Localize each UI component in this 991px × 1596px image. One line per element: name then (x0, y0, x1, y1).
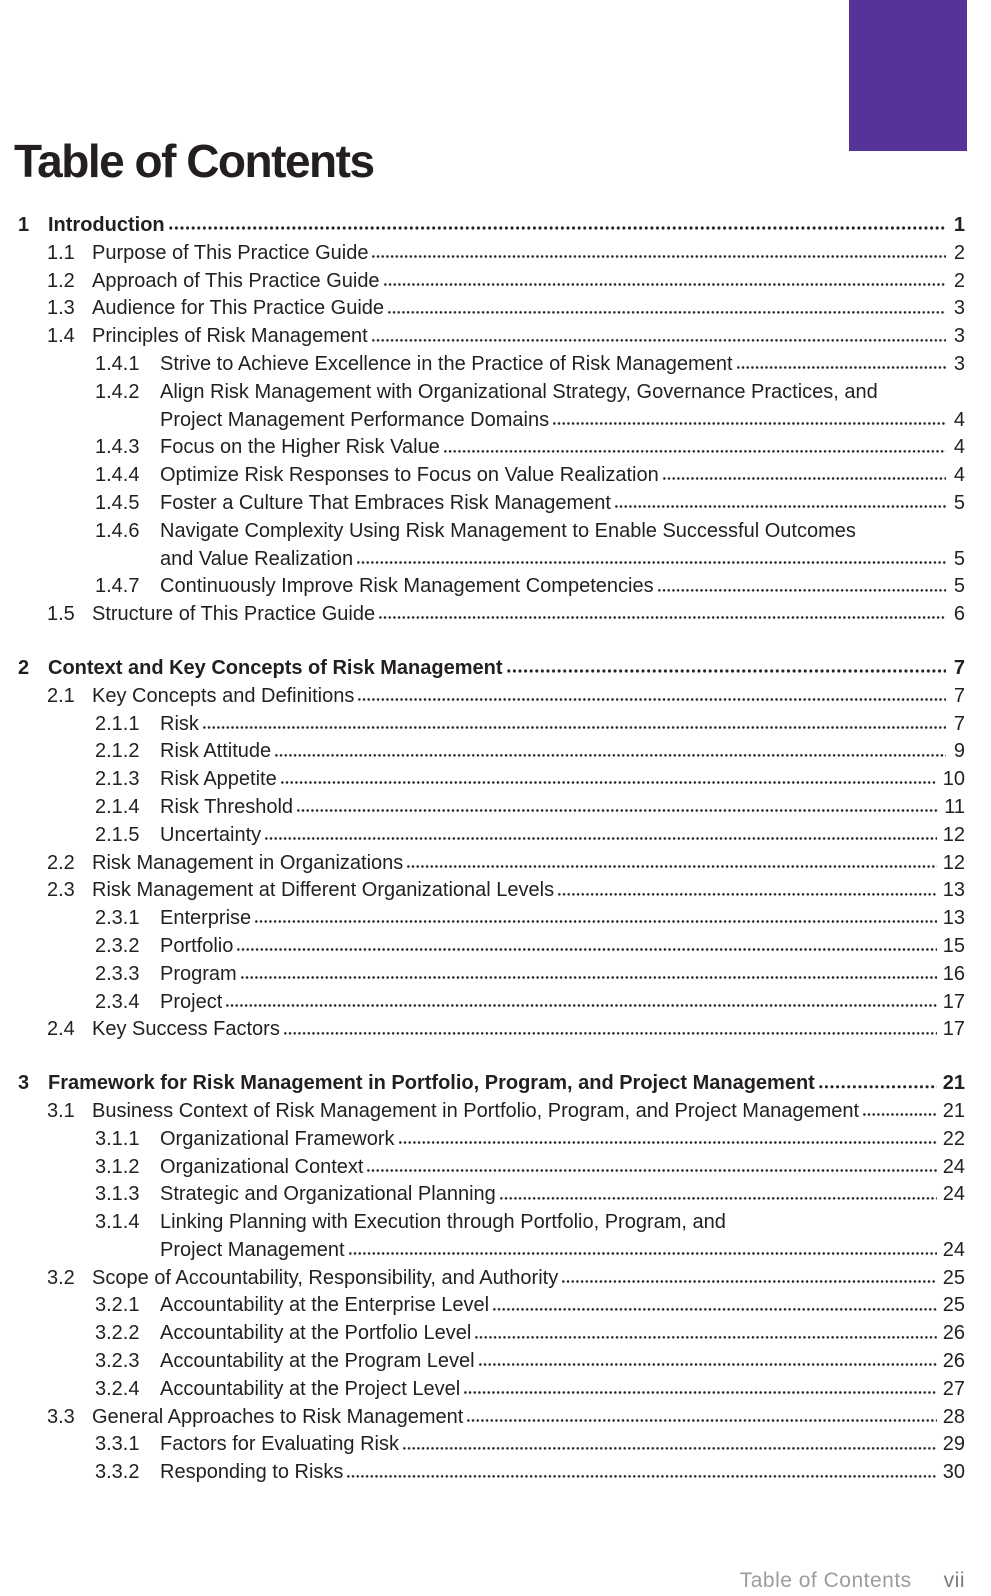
toc-entry (18, 1348, 965, 1376)
entry-title: Accountability at the Project Level (160, 1377, 461, 1400)
entry-title: Enterprise (160, 907, 252, 930)
dot-leader (557, 883, 937, 896)
entry-number: 2.2 (47, 851, 75, 874)
toc-entry (18, 212, 965, 240)
toc-entry (18, 1320, 965, 1348)
entry-page-number: 21 (942, 1099, 965, 1122)
dot-leader (202, 717, 946, 730)
toc-entry (18, 1431, 965, 1459)
dot-leader (240, 967, 937, 980)
toc-entry (18, 295, 965, 323)
dot-leader (346, 1465, 936, 1478)
entry-title: Framework for Risk Management in Portfolio, Program, and Project Management (48, 1072, 815, 1095)
toc-entry (18, 794, 965, 822)
entry-number: 1.4.1 (95, 352, 140, 375)
toc-entry (18, 268, 965, 296)
entry-title: General Approaches to Risk Management (92, 1405, 464, 1428)
toc-entry (18, 989, 965, 1017)
entry-number: 3.2.2 (95, 1322, 140, 1345)
dot-leader (402, 1437, 937, 1450)
entry-number: 2.3.3 (95, 962, 140, 985)
entry-title: Uncertainty (160, 823, 262, 846)
entry-title: Context and Key Concepts of Risk Management (48, 656, 503, 679)
dot-leader (378, 607, 946, 620)
dot-leader (499, 1187, 937, 1200)
entry-page-number: 12 (942, 823, 965, 846)
entry-title: Risk Appetite (160, 768, 277, 791)
entry-title: Principles of Risk Management (92, 325, 368, 348)
entry-title: Accountability at the Enterprise Level (160, 1294, 490, 1317)
entry-number: 1.4 (47, 325, 75, 348)
entry-title-continued: and Value Realization (160, 547, 354, 570)
entry-number: 2.1.3 (95, 768, 140, 791)
toc-entry (18, 379, 965, 407)
dot-leader (552, 413, 946, 426)
entry-title: Risk Management at Different Organizational Levels (92, 879, 555, 902)
entry-number: 1.4.6 (95, 519, 140, 542)
dot-leader (736, 357, 947, 370)
entry-page-number: 17 (942, 1018, 965, 1041)
entry-number: 3.3.2 (95, 1461, 140, 1484)
entry-title: Risk Attitude (160, 740, 272, 763)
dot-leader (478, 1354, 937, 1367)
entry-title: Foster a Culture That Embraces Risk Management (160, 491, 611, 514)
entry-number: 1.4.3 (95, 436, 140, 459)
entry-page-number: 17 (942, 990, 965, 1013)
entry-title-continued: Project Management (160, 1238, 345, 1261)
dot-leader (463, 1382, 937, 1395)
entry-number: 1.4.7 (95, 575, 140, 598)
toc-entry (18, 490, 965, 518)
entry-number: 3.2.3 (95, 1350, 140, 1373)
entry-number: 2.1.4 (95, 795, 140, 818)
entry-title: Factors for Evaluating Risk (160, 1433, 399, 1456)
dot-leader (296, 800, 938, 813)
entry-title: Scope of Accountability, Responsibility, and Authority (92, 1266, 559, 1289)
toc-entry (18, 738, 965, 766)
dot-leader (506, 660, 946, 674)
dot-leader (236, 939, 936, 952)
toc-entry (18, 683, 965, 711)
entry-number: 3.1 (47, 1099, 75, 1122)
entry-title: Structure of This Practice Guide (92, 603, 376, 626)
entry-number: 3.1.2 (95, 1155, 140, 1178)
toc-entry (18, 822, 965, 850)
toc-entry (18, 961, 965, 989)
entry-title: Program (160, 962, 237, 985)
entry-number: 2.4 (47, 1018, 75, 1041)
entry-number: 2.3.2 (95, 934, 140, 957)
entry-page-number: 24 (942, 1238, 965, 1261)
entry-page-number: 3 (953, 297, 965, 320)
dot-leader (366, 1160, 936, 1173)
entry-page-number: 2 (953, 241, 965, 264)
toc-entry-continuation (18, 1237, 965, 1265)
toc-section (18, 1070, 965, 1487)
toc-entry (18, 1292, 965, 1320)
dot-leader (254, 911, 937, 924)
entry-number: 3 (18, 1072, 30, 1095)
entry-page-number: 10 (942, 768, 965, 791)
entry-title: Organizational Context (160, 1155, 364, 1178)
dot-leader (387, 301, 946, 314)
entry-page-number: 4 (953, 436, 965, 459)
entry-number: 1.4.4 (95, 464, 140, 487)
entry-page-number: 15 (942, 934, 965, 957)
entry-number: 2.1.5 (95, 823, 140, 846)
entry-title: Approach of This Practice Guide (92, 269, 380, 292)
entry-title: Key Success Factors (92, 1018, 280, 1041)
toc-entry-continuation (18, 546, 965, 574)
entry-page-number: 4 (953, 408, 965, 431)
toc-entry (18, 766, 965, 794)
entry-title: Risk (160, 712, 199, 735)
entry-page-number: 13 (942, 907, 965, 930)
entry-number: 2.3.1 (95, 907, 140, 930)
entry-title: Business Context of Risk Management in Portfolio, Program, and Project Management (92, 1099, 860, 1122)
entry-page-number: 12 (942, 851, 965, 874)
entry-title: Key Concepts and Definitions (92, 684, 355, 707)
dot-leader (348, 1243, 937, 1256)
entry-title: Linking Planning with Execution through Portfolio, Program, and (160, 1211, 726, 1234)
entry-page-number: 26 (942, 1350, 965, 1373)
entry-number: 3.1.1 (95, 1127, 140, 1150)
dot-leader (561, 1271, 937, 1284)
entry-page-number: 25 (942, 1294, 965, 1317)
entry-number: 2.3.4 (95, 990, 140, 1013)
entry-page-number: 1 (953, 214, 965, 236)
toc-entry (18, 1265, 965, 1293)
toc-entry (18, 351, 965, 379)
entry-page-number: 6 (953, 603, 965, 626)
dot-leader (357, 689, 946, 702)
entry-number: 2.1.1 (95, 712, 140, 735)
dot-leader (383, 274, 946, 287)
dot-leader (356, 552, 946, 565)
entry-title: Accountability at the Portfolio Level (160, 1322, 472, 1345)
entry-page-number: 26 (942, 1322, 965, 1345)
toc-entry (18, 711, 965, 739)
entry-number: 1 (18, 214, 30, 236)
entry-number: 3.2.4 (95, 1377, 140, 1400)
entry-title: Risk Threshold (160, 795, 294, 818)
dot-leader (818, 1075, 937, 1089)
entry-page-number: 21 (942, 1072, 965, 1095)
entry-title: Optimize Risk Responses to Focus on Value Realization (160, 464, 659, 487)
dot-leader (662, 468, 946, 481)
entry-page-number: 24 (942, 1155, 965, 1178)
dot-leader (614, 496, 946, 509)
dot-leader (443, 440, 946, 453)
entry-title: Risk Management in Organizations (92, 851, 404, 874)
dot-leader (492, 1298, 937, 1311)
dot-leader (371, 329, 946, 342)
entry-number: 3.3 (47, 1405, 75, 1428)
entry-number: 2.1 (47, 684, 75, 707)
entry-number: 3.2 (47, 1266, 75, 1289)
toc-entry (18, 1376, 965, 1404)
toc-entry (18, 1098, 965, 1126)
entry-title-continued: Project Management Performance Domains (160, 408, 550, 431)
toc-section (18, 212, 965, 629)
dot-leader (398, 1132, 937, 1145)
entry-number: 3.2.1 (95, 1294, 140, 1317)
dot-leader (168, 217, 946, 231)
dot-leader (225, 995, 937, 1008)
entry-number: 2.1.2 (95, 740, 140, 763)
entry-page-number: 2 (953, 269, 965, 292)
footer-page-number: vii (943, 1569, 965, 1592)
entry-number: 1.3 (47, 297, 75, 320)
toc-entry (18, 1154, 965, 1182)
toc-entry (18, 1459, 965, 1487)
toc-entry-continuation (18, 407, 965, 435)
toc-entry (18, 1016, 965, 1044)
entry-page-number: 7 (953, 656, 965, 679)
entry-page-number: 22 (942, 1127, 965, 1150)
dot-leader (274, 744, 946, 757)
entry-number: 3.3.1 (95, 1433, 140, 1456)
toc-entry (18, 850, 965, 878)
dot-leader (657, 579, 946, 592)
footer-section-label: Table of Contents (739, 1569, 912, 1592)
entry-number: 1.2 (47, 269, 75, 292)
entry-title: Accountability at the Program Level (160, 1350, 475, 1373)
dot-leader (862, 1104, 937, 1117)
entry-title: Portfolio (160, 934, 234, 957)
toc-entry (18, 905, 965, 933)
toc-entry (18, 518, 965, 546)
toc-entry (18, 1181, 965, 1209)
entry-page-number: 5 (953, 575, 965, 598)
toc-entry (18, 1404, 965, 1432)
dot-leader (466, 1410, 936, 1423)
entry-title: Align Risk Management with Organizational Strategy, Governance Practices, and (160, 380, 878, 403)
page-footer (740, 1569, 965, 1593)
entry-title: Strive to Achieve Excellence in the Practice of Risk Management (160, 352, 733, 375)
toc-entry (18, 1126, 965, 1154)
toc-entry (18, 1209, 965, 1237)
entry-page-number: 9 (953, 740, 965, 763)
entry-title: Purpose of This Practice Guide (92, 241, 369, 264)
entry-page-number: 11 (944, 795, 965, 818)
toc-entry (18, 573, 965, 601)
entry-title: Introduction (48, 214, 165, 236)
entry-title: Strategic and Organizational Planning (160, 1183, 496, 1206)
toc-section (18, 655, 965, 1044)
toc-entry (18, 240, 965, 268)
entry-page-number: 5 (953, 547, 965, 570)
entry-page-number: 3 (953, 352, 965, 375)
entry-page-number: 25 (942, 1266, 965, 1289)
entry-page-number: 7 (953, 712, 965, 735)
entry-page-number: 27 (942, 1377, 965, 1400)
dot-leader (283, 1022, 937, 1035)
dot-leader (371, 246, 946, 259)
entry-number: 3.1.4 (95, 1211, 140, 1234)
entry-title: Focus on the Higher Risk Value (160, 436, 440, 459)
entry-page-number: 3 (953, 325, 965, 348)
entry-number: 1.4.2 (95, 380, 140, 403)
toc-entry (18, 655, 965, 683)
entry-number: 2 (18, 656, 30, 679)
entry-title: Audience for This Practice Guide (92, 297, 385, 320)
entry-page-number: 24 (942, 1183, 965, 1206)
entry-page-number: 28 (942, 1405, 965, 1428)
entry-title: Responding to Risks (160, 1461, 344, 1484)
entry-page-number: 5 (953, 491, 965, 514)
toc-entry (18, 434, 965, 462)
entry-title: Navigate Complexity Using Risk Management to Enable Successful Outcomes (160, 519, 856, 542)
entry-number: 1.4.5 (95, 491, 140, 514)
page-title: Table of Contents (14, 135, 374, 187)
toc-entry (18, 601, 965, 629)
entry-page-number: 29 (942, 1433, 965, 1456)
entry-page-number: 30 (942, 1461, 965, 1484)
entry-page-number: 16 (942, 962, 965, 985)
toc-entry (18, 1070, 965, 1098)
entry-page-number: 7 (953, 684, 965, 707)
toc-entry (18, 877, 965, 905)
toc-entry (18, 323, 965, 351)
entry-number: 3.1.3 (95, 1183, 140, 1206)
entry-page-number: 13 (942, 879, 965, 902)
entry-title: Continuously Improve Risk Management Competencies (160, 575, 654, 598)
corner-accent-block (849, 0, 967, 151)
entry-title: Organizational Framework (160, 1127, 395, 1150)
toc-entry (18, 933, 965, 961)
toc-entry (18, 462, 965, 490)
toc-list (18, 212, 965, 1487)
entry-title: Project (160, 990, 223, 1013)
entry-number: 2.3 (47, 879, 75, 902)
entry-number: 1.1 (47, 241, 75, 264)
dot-leader (280, 772, 937, 785)
dot-leader (264, 828, 937, 841)
entry-page-number: 4 (953, 464, 965, 487)
dot-leader (474, 1326, 936, 1339)
entry-number: 1.5 (47, 603, 75, 626)
dot-leader (406, 856, 936, 869)
